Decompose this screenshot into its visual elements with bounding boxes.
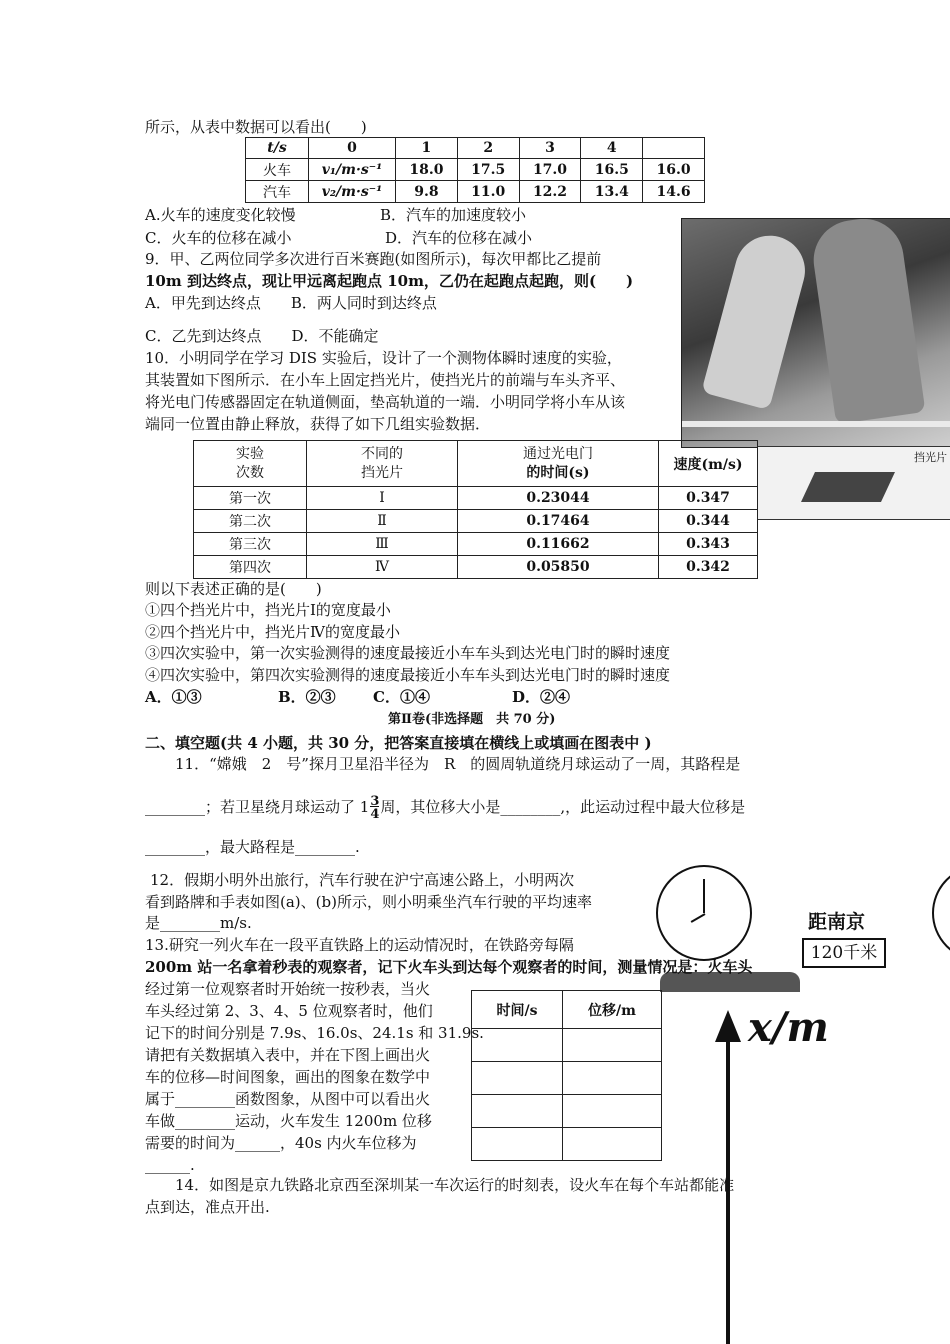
table-row [246, 181, 705, 203]
q11-line1: 11．“嫦娥 2 号”探月卫星沿半径为 R 的圆周轨道绕月球运动了一周，其路程是 [175, 755, 741, 773]
table-cell: 0.11662 [458, 533, 659, 556]
table-cell: 17.0 [519, 159, 581, 181]
table-cell: 0.05850 [458, 556, 659, 579]
q10-statement-2: ②四个挡光片中，挡光片Ⅳ的宽度最小 [145, 623, 400, 641]
q8-header-cell: t/s [246, 138, 309, 159]
q10-line3: 将光电门传感器固定在轨道侧面，垫高轨道的一端．小明同学将小车从该 [145, 393, 626, 411]
table-cell: Ⅲ [307, 533, 458, 556]
q13-line10: 需要的时间为______，40s 内火车位移为 [145, 1134, 417, 1152]
table-cell: 火车 [246, 159, 309, 181]
table-cell: 0.344 [659, 510, 758, 533]
table-row [194, 487, 758, 510]
q10-option-d: D．②④ [512, 688, 571, 706]
table-cell: 16.0 [643, 159, 705, 181]
q13-line7: 车的位移—时间图象，画出的图象在数学中 [145, 1068, 431, 1086]
q8-header-cell: 3 [519, 138, 581, 159]
q10-table [193, 440, 758, 579]
table-cell: 17.5 [457, 159, 519, 181]
answer-cell[interactable] [472, 1128, 563, 1161]
photo-caption: 挡光片 [914, 451, 947, 464]
road-sign: 120千米 [802, 938, 886, 968]
table-row [194, 556, 758, 579]
table-cell: 13.4 [581, 181, 643, 203]
answer-cell[interactable] [472, 1095, 563, 1128]
q8-header-cell: 1 [396, 138, 458, 159]
table-row [194, 510, 758, 533]
q13-line3: 经过第一位观察者时开始统一按秒表，当火 [145, 980, 431, 998]
q10-option-b: B．②③ [278, 688, 336, 706]
q13-header-time: 时间/s [472, 991, 563, 1029]
q9-options-cd: C．乙先到达终点 D．不能确定 [145, 327, 379, 345]
q9-line1: 9．甲、乙两位同学多次进行百米赛跑(如图所示)，每次甲都比乙提前 [145, 250, 602, 268]
q10-option-c: C．①④ [373, 688, 430, 706]
runner-figure [809, 218, 926, 424]
q13-line9: 车做________运动，火车发生 1200m 位移 [145, 1112, 432, 1130]
q12-line3: 是________m/s. [145, 914, 252, 932]
table-cell: Ⅱ [307, 510, 458, 533]
table-cell: 0.17464 [458, 510, 659, 533]
answer-cell[interactable] [563, 1095, 662, 1128]
q12-line2: 看到路牌和手表如图(a)、(b)所示，则小明乘坐汽车行驶的平均速率 [145, 893, 592, 911]
sprint-photo [681, 218, 950, 448]
q14-line1: 14．如图是京九铁路北京西至深圳某一车次运行的时刻表，设火车在每个车站都能准 [175, 1176, 735, 1194]
answer-cell[interactable] [563, 1062, 662, 1095]
q9-options-ab: A．甲先到达终点 B．两人同时到达终点 [145, 294, 437, 312]
part2-title: 第Ⅱ卷(非选择题 共 70 分) [388, 712, 556, 727]
q8-option-d: D．汽车的位移在减小 [385, 229, 533, 247]
table-cell: Ⅳ [307, 556, 458, 579]
table-cell: 18.0 [396, 159, 458, 181]
photogate-photo [757, 446, 950, 520]
table-row [472, 1095, 662, 1128]
table-row [472, 1062, 662, 1095]
q13-line2: 200m 站一名拿着秒表的观察者，记下火车头到达每个观察者的时间，测量情况是：火车头 [145, 958, 753, 976]
q11-line3: ________，最大路程是________. [145, 838, 360, 856]
road-sign-title: 距南京 [808, 911, 866, 933]
q8-table [245, 137, 705, 203]
q10-statement-1: ①四个挡光片中，挡光片Ⅰ的宽度最小 [145, 601, 391, 619]
q13-answer-table [471, 990, 662, 1161]
section-heading: 二、填空题(共 4 小题，共 30 分，把答案直接填在横线上或填画在图表中 ) [145, 734, 652, 752]
table-row [472, 1029, 662, 1062]
table-cell: 14.6 [643, 181, 705, 203]
q13-line5: 记下的时间分别是 7.9s、16.0s、24.1s 和 31.9s. [145, 1024, 484, 1042]
watch-b-icon [932, 865, 950, 961]
table-cell: 第二次 [194, 510, 307, 533]
table-cell: 16.5 [581, 159, 643, 181]
answer-cell[interactable] [563, 1128, 662, 1161]
q8-header-cell: 0 [309, 138, 396, 159]
table-cell: 11.0 [457, 181, 519, 203]
q13-line1: 13.研究一列火车在一段平直铁路上的运动情况时，在铁路旁每隔 [145, 936, 574, 954]
q13-line4: 车头经过第 2、3、4、5 位观察者时，他们 [145, 1002, 433, 1020]
table-cell: 0.343 [659, 533, 758, 556]
q11-line2: ________；若卫星绕月球运动了 $1\frac{3}{4}$周，其位移大小是________,，此运动过程中最大位移是 [145, 794, 746, 822]
q14-line2: 点到达，准点开出. [145, 1198, 270, 1216]
answer-cell[interactable] [472, 1062, 563, 1095]
q8-option-c: C．火车的位移在减小 [145, 229, 292, 247]
q10-statement-4: ④四次实验中，第四次实验测得的速度最接近小车车头到达光电门时的瞬时速度 [145, 666, 671, 684]
q13-line6: 请把有关数据填入表中，并在下图上画出火 [145, 1046, 431, 1064]
q8-header-cell: 4 [581, 138, 643, 159]
track-line [682, 421, 950, 427]
q10-line2: 其装置如下图所示．在小车上固定挡光片，使挡光片的前端与车头齐平、 [145, 371, 626, 389]
table-cell: 汽车 [246, 181, 309, 203]
fraction-denominator: 4 [370, 807, 380, 822]
fraction-numerator: 3 [370, 794, 380, 809]
table-cell: v₁/m·s⁻¹ [309, 159, 396, 181]
q8-header-cell [643, 138, 705, 159]
runner-figure [701, 228, 813, 410]
table-cell: 第四次 [194, 556, 307, 579]
q8-option-a: A.火车的速度变化较慢 [145, 206, 296, 224]
table-cell: 第一次 [194, 487, 307, 510]
table-cell: Ⅰ [307, 487, 458, 510]
q10-line1: 10．小明同学在学习 DIS 实验后，设计了一个测物体瞬时速度的实验， [145, 349, 622, 367]
q10-line4: 端同一位置由静止释放，获得了如下几组实验数据． [145, 415, 491, 433]
q10-header-cell: 实验 次数 [194, 441, 307, 487]
q10-header-cell: 速度(m/s) [659, 441, 758, 487]
answer-cell[interactable] [563, 1029, 662, 1062]
table-cell: 0.347 [659, 487, 758, 510]
table-cell: 第三次 [194, 533, 307, 556]
q10-option-a: A．①③ [145, 688, 202, 706]
q10-statement-3: ③四次实验中，第一次实验测得的速度最接近小车车头到达光电门时的瞬时速度 [145, 644, 671, 662]
q8-header-cell: 2 [457, 138, 519, 159]
q12-line1: 12．假期小明外出旅行，汽车行驶在沪宁高速公路上，小明两次 [150, 871, 575, 889]
table-row [194, 533, 758, 556]
q13-line11: ______. [145, 1156, 195, 1174]
table-cell: 12.2 [519, 181, 581, 203]
answer-cell[interactable] [472, 1029, 563, 1062]
table-cell: v₂/m·s⁻¹ [309, 181, 396, 203]
q13-header-disp: 位移/m [563, 991, 662, 1029]
watch-a-icon [656, 865, 752, 961]
q10-ask: 则以下表述正确的是( ) [145, 580, 322, 598]
table-cell: 0.342 [659, 556, 758, 579]
q9-line2: 10m 到达终点，现让甲远离起跑点 10m，乙仍在起跑点起跑，则( ) [145, 272, 634, 290]
table-row [246, 159, 705, 181]
q8-intro: 所示，从表中数据可以看出( ) [145, 118, 367, 136]
q10-header-cell: 通过光电门 的时间(s) [458, 441, 659, 487]
table-row [472, 1128, 662, 1161]
q10-header-cell: 不同的 挡光片 [307, 441, 458, 487]
q13-line8: 属于________函数图象，从图中可以看出火 [145, 1090, 431, 1108]
table-cell: 0.23044 [458, 487, 659, 510]
table-cell: 9.8 [396, 181, 458, 203]
q8-option-b: B．汽车的加速度较小 [380, 206, 527, 224]
y-axis-label: x/m [748, 1004, 829, 1051]
